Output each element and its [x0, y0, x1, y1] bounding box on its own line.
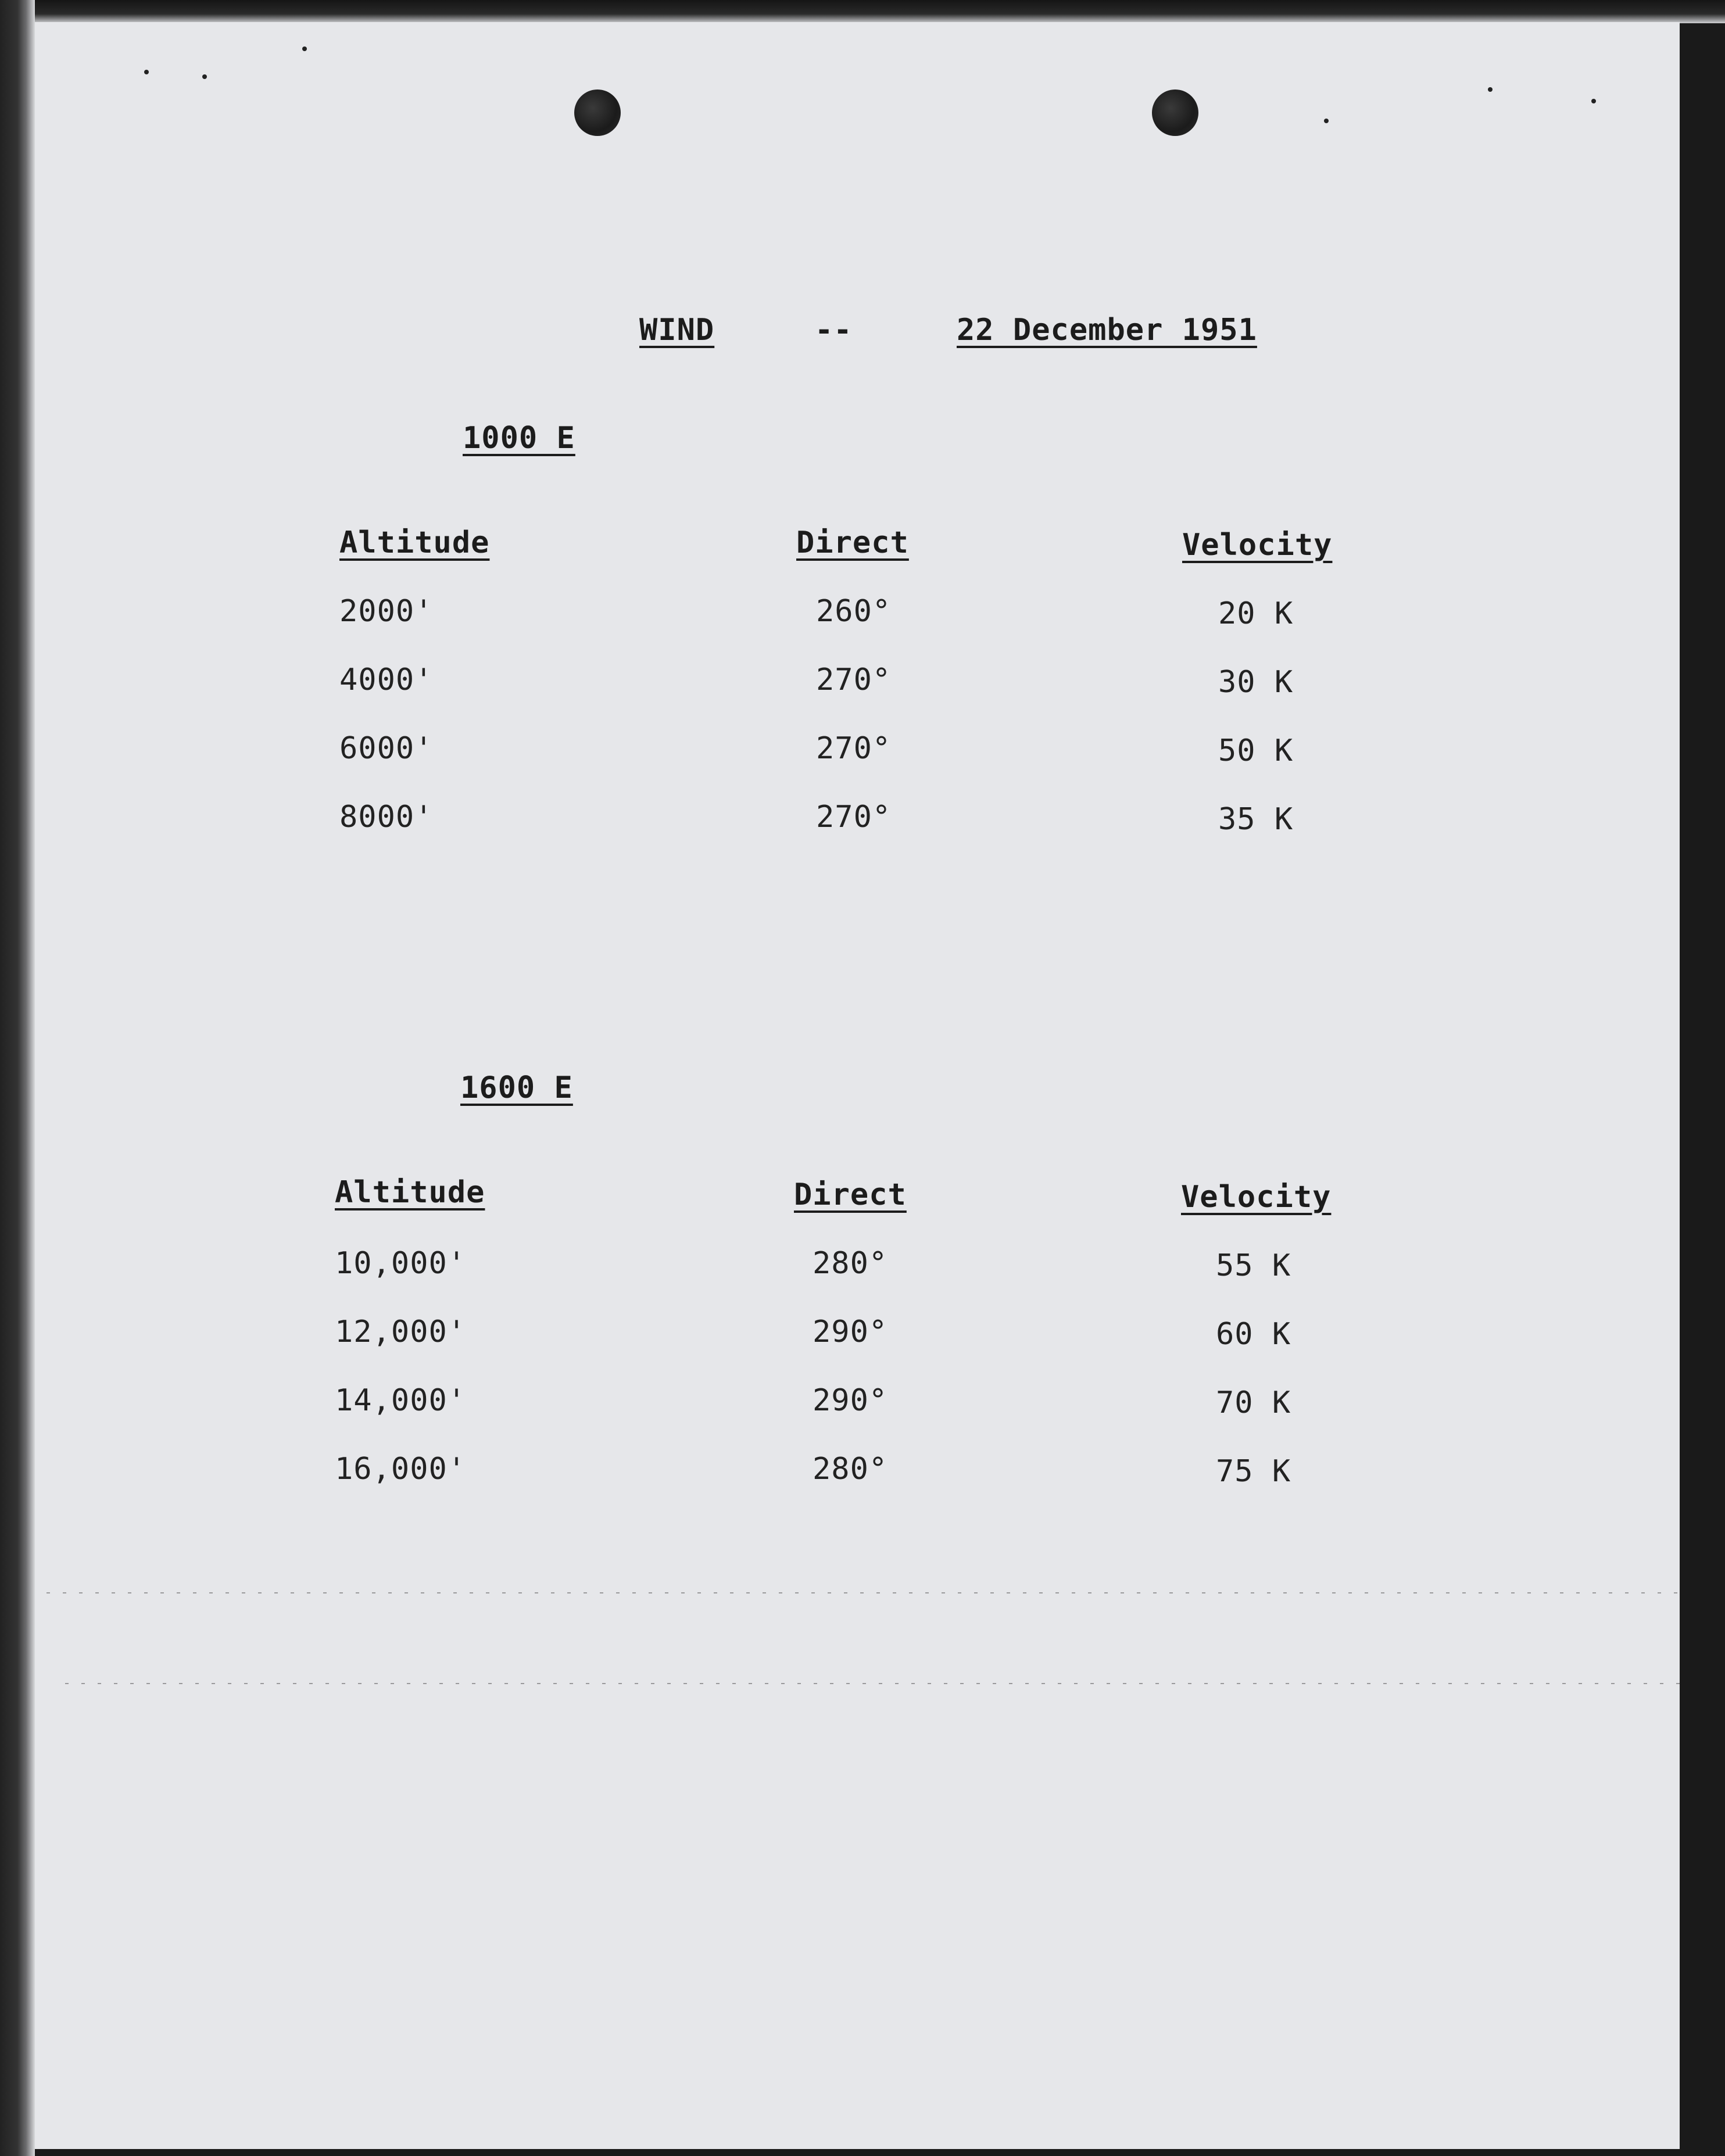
fold-line: [65, 1683, 1680, 1684]
punch-hole-left: [574, 89, 621, 136]
altitude-cell: 10,000': [335, 1246, 467, 1281]
document-title: WIND: [639, 313, 715, 348]
direction-cell: 260°: [816, 594, 892, 629]
scan-speck: [144, 70, 149, 74]
altitude-cell: 14,000': [335, 1383, 467, 1418]
section-label: 1600 E: [460, 1070, 573, 1105]
velocity-cell: 20 K: [1218, 596, 1294, 631]
velocity-cell: 70 K: [1216, 1385, 1291, 1420]
column-header-direction: Direct: [796, 525, 909, 560]
velocity-cell: 50 K: [1218, 733, 1294, 768]
scan-speck: [302, 46, 307, 51]
altitude-cell: 8000': [339, 800, 434, 835]
column-header-direction: Direct: [794, 1177, 907, 1212]
altitude-cell: 6000': [339, 731, 434, 766]
column-header-velocity: Velocity: [1181, 1180, 1332, 1215]
direction-cell: 280°: [813, 1246, 888, 1281]
altitude-cell: 16,000': [335, 1452, 467, 1487]
document-date: 22 December 1951: [957, 313, 1257, 348]
velocity-cell: 75 K: [1216, 1454, 1291, 1489]
column-header-velocity: Velocity: [1182, 528, 1333, 563]
direction-cell: 290°: [813, 1315, 888, 1349]
column-header-altitude: Altitude: [335, 1175, 485, 1210]
punch-hole-right: [1152, 89, 1198, 136]
velocity-cell: 60 K: [1216, 1317, 1291, 1352]
fold-line: [30, 1592, 1680, 1593]
section-label: 1000 E: [463, 421, 575, 456]
direction-cell: 270°: [816, 731, 892, 766]
scan-left-edge: [0, 0, 35, 2156]
velocity-cell: 35 K: [1218, 802, 1294, 837]
altitude-cell: 12,000': [335, 1315, 467, 1349]
velocity-cell: 30 K: [1218, 665, 1294, 700]
scan-speck: [202, 74, 207, 79]
column-header-altitude: Altitude: [339, 525, 490, 560]
scan-speck: [1591, 99, 1596, 103]
velocity-cell: 55 K: [1216, 1248, 1291, 1283]
document-page: [30, 22, 1680, 2149]
altitude-cell: 2000': [339, 594, 434, 629]
scan-speck: [1324, 119, 1329, 123]
direction-cell: 290°: [813, 1383, 888, 1418]
altitude-cell: 4000': [339, 662, 434, 697]
scan-top-edge: [0, 0, 1725, 23]
direction-cell: 270°: [816, 662, 892, 697]
scan-speck: [1488, 87, 1493, 92]
title-dash: --: [815, 313, 853, 348]
direction-cell: 270°: [816, 800, 892, 835]
direction-cell: 280°: [813, 1452, 888, 1487]
